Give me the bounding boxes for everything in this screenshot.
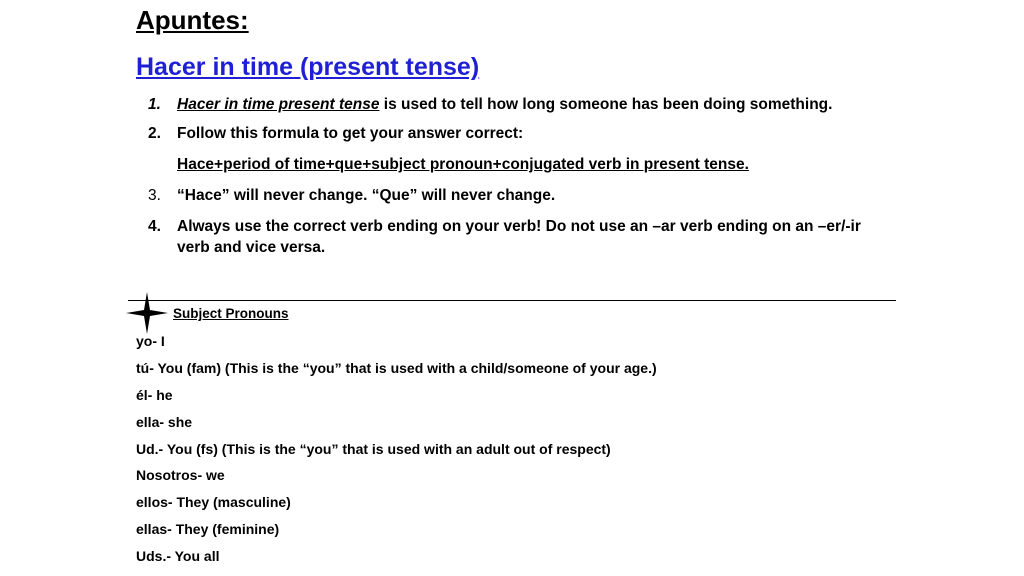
pronoun-item: tú- You (fam) (This is the “you” that is used with a child/someone of your age.): [136, 359, 657, 376]
note-item-1: [148, 94, 888, 115]
note-item-4: [148, 216, 888, 258]
pronouns-list: [136, 332, 657, 574]
note-text-1: is used to tell how long someone has been doing something.: [379, 96, 833, 113]
pronoun-item: Nosotros- we: [136, 467, 225, 484]
pronoun-item: ellos- They (masculine): [136, 494, 291, 511]
note-text-2: Follow this formula to get your answer correct:: [177, 125, 524, 142]
note-text-3: “Hace” will never change. “Que” will never change.: [177, 187, 556, 204]
slide-subtitle: Hacer in time (present tense): [136, 53, 480, 81]
pronouns-header: Subject Pronouns: [173, 306, 289, 321]
pronoun-item: ella- she: [136, 413, 193, 430]
note-text-4: Always use the correct verb ending on your verb! Do not use an –ar verb ending on an –er/-ir verb and vice versa.: [177, 218, 861, 256]
note-item-3: [148, 185, 888, 206]
pronoun-item: él- he: [136, 386, 173, 403]
note-number-2: 2.: [148, 125, 161, 142]
four-point-star-icon: [126, 292, 168, 334]
pronoun-item: Uds.- You all: [136, 548, 220, 565]
pronoun-item: Ud.- You (fs) (This is the “you” that is used with an adult out of respect): [136, 440, 611, 457]
pronoun-item: yo- I: [136, 333, 165, 349]
formula-text: Hace+period of time+que+subject pronoun+conjugated verb in present tense.: [177, 156, 749, 173]
pronoun-item: ellas- They (feminine): [136, 521, 280, 538]
slide-title: Apuntes:: [136, 5, 249, 35]
notes-list: [148, 94, 888, 258]
divider-line: [128, 300, 896, 301]
note-number-1: 1.: [148, 96, 161, 113]
note-number-3: 3.: [148, 187, 161, 204]
note-item-2: [148, 123, 888, 144]
note-number-4: 4.: [148, 218, 161, 235]
note-term: Hacer in time present tense: [177, 96, 380, 113]
